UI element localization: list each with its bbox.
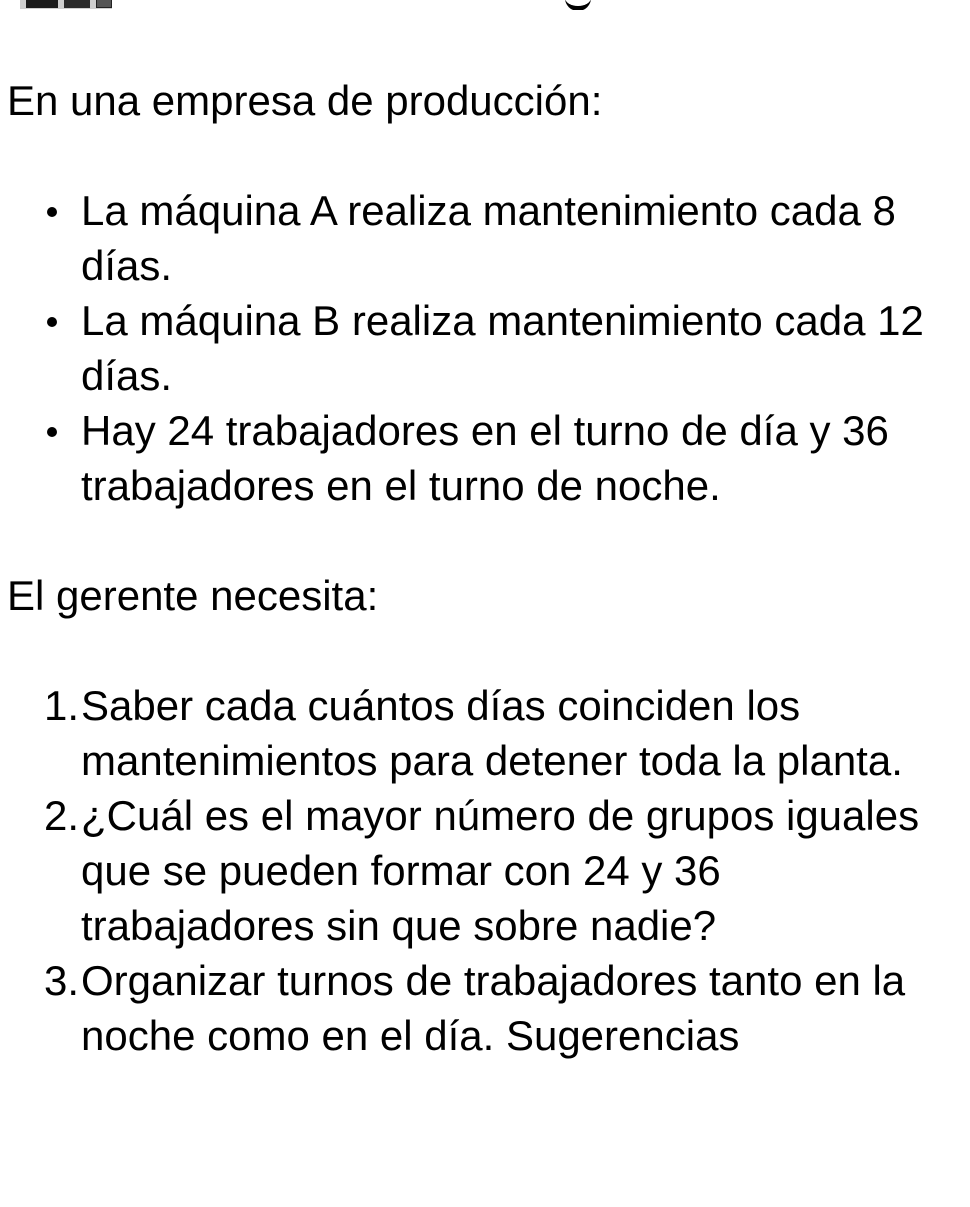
facts-list [7,183,962,513]
cropped-text-glyph [565,0,591,10]
needs-heading: El gerente necesita: [7,572,379,619]
list-item [7,293,962,403]
needs-list [7,678,962,1063]
thumbnail-image [20,0,112,9]
item-number: 3. [44,957,80,1004]
cropped-header-fragment [0,0,970,10]
bullet-icon [47,317,57,327]
list-item [7,403,962,513]
list-item [7,678,962,788]
problem-statement [7,73,962,1063]
list-item [7,788,962,953]
need-text: Organizar turnos de trabajadores tanto en la noche como en el día. Sugerencias [81,957,906,1059]
fact-text: Hay 24 trabajadores en el turno de día y 36 trabajadores en el turno de noche. [81,407,889,509]
fact-text: La máquina A realiza mantenimiento cada 8 días. [81,187,896,289]
item-number: 1. [44,682,80,729]
intro-text: En una empresa de producción: [7,77,603,124]
item-number: 2. [44,792,80,839]
list-item [7,183,962,293]
need-text: Saber cada cuántos días coinciden los mantenimientos para detener toda la planta. [81,682,903,784]
bullet-icon [47,207,57,217]
need-text: ¿Cuál es el mayor número de grupos iguales que se pueden formar con 24 y 36 trabajadores sin que sobre nadie? [81,792,920,949]
bullet-icon [47,427,57,437]
fact-text: La máquina B realiza mantenimiento cada 12 días. [81,297,924,399]
list-item [7,953,962,1063]
